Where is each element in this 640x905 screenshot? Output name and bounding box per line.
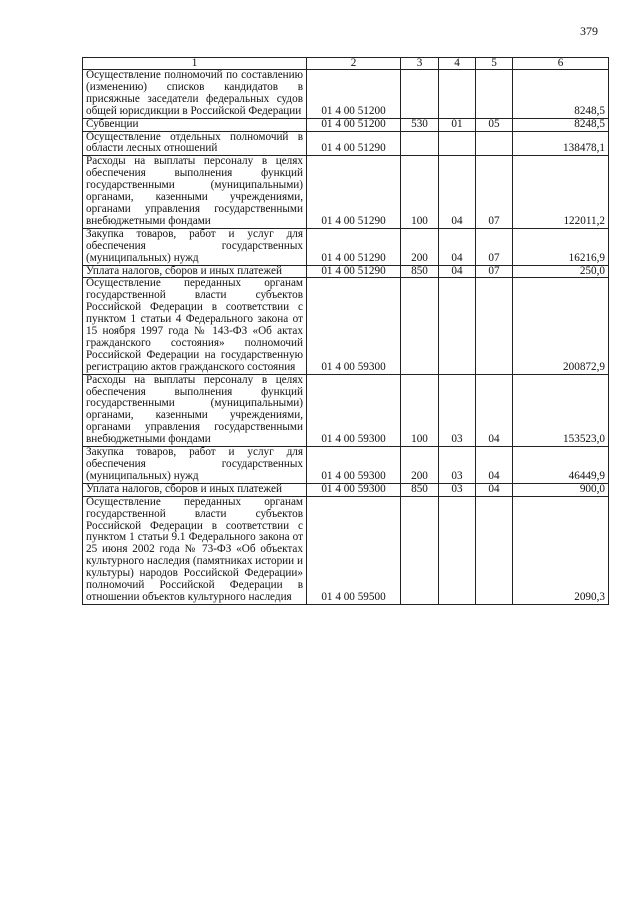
row-description: Субвенции [83, 118, 307, 131]
row-description: Осуществление переданных органам государственной власти субъектов Российской Федерации в соответствии с пунктом 1 статьи 9.1 Федерального закона от 25 июня 2002 года № 73-ФЗ «Об объектах культурного наследия (памятниках истории и культуры) народов Российской Федерации» полномочий Российской Федерации в отношении объектов культурного наследия [83, 496, 307, 604]
table-row [83, 483, 609, 496]
row-subsection: 05 [476, 118, 513, 131]
table-row [83, 131, 609, 156]
table-row [83, 278, 609, 374]
row-description: Осуществление отдельных полномочий в области лесных отношений [83, 131, 307, 156]
row-code: 01 4 00 51200 [307, 70, 401, 119]
table-row [83, 265, 609, 278]
table-row [83, 118, 609, 131]
row-amount: 138478,1 [513, 131, 609, 156]
row-code: 01 4 00 51200 [307, 118, 401, 131]
budget-table [82, 57, 609, 605]
row-subsection [476, 496, 513, 604]
row-section: 01 [439, 118, 476, 131]
table-row [83, 496, 609, 604]
column-header: 6 [513, 58, 609, 70]
row-section: 04 [439, 156, 476, 228]
column-header: 3 [401, 58, 439, 70]
row-expense-type [401, 496, 439, 604]
row-subsection: 04 [476, 483, 513, 496]
column-header: 5 [476, 58, 513, 70]
row-amount: 900,0 [513, 483, 609, 496]
row-code: 01 4 00 51290 [307, 228, 401, 265]
row-subsection [476, 70, 513, 119]
row-description: Расходы на выплаты персоналу в целях обеспечения выполнения функций государственными (муниципальными) органами, казенными учреждениями, органами управления государственными внебюджетными фондами [83, 374, 307, 446]
page-number: 379 [580, 24, 598, 38]
row-amount: 2090,3 [513, 496, 609, 604]
row-section [439, 278, 476, 374]
row-section: 03 [439, 483, 476, 496]
row-section [439, 496, 476, 604]
row-subsection [476, 131, 513, 156]
row-amount: 8248,5 [513, 118, 609, 131]
row-description: Закупка товаров, работ и услуг для обеспечения государственных (муниципальных) нужд [83, 447, 307, 484]
row-expense-type: 850 [401, 483, 439, 496]
row-description: Осуществление переданных органам государственной власти субъектов Российской Федерации в соответствии с пунктом 1 статьи 4 Федерального закона от 15 ноября 1997 года № 143-ФЗ «Об актах гражданского состояния» полномочий Российской Федерации на государственную регистрацию актов гражданского состояния [83, 278, 307, 374]
row-code: 01 4 00 59300 [307, 374, 401, 446]
row-expense-type [401, 70, 439, 119]
row-code: 01 4 00 59300 [307, 447, 401, 484]
table-row [83, 374, 609, 446]
row-code: 01 4 00 51290 [307, 156, 401, 228]
row-description: Закупка товаров, работ и услуг для обеспечения государственных (муниципальных) нужд [83, 228, 307, 265]
row-amount: 122011,2 [513, 156, 609, 228]
row-amount: 153523,0 [513, 374, 609, 446]
row-expense-type [401, 131, 439, 156]
row-subsection: 04 [476, 447, 513, 484]
row-expense-type: 850 [401, 265, 439, 278]
row-amount: 200872,9 [513, 278, 609, 374]
row-subsection: 07 [476, 156, 513, 228]
table-header-row [83, 58, 609, 70]
row-description: Уплата налогов, сборов и иных платежей [83, 265, 307, 278]
row-code: 01 4 00 59300 [307, 483, 401, 496]
table-row [83, 156, 609, 228]
row-expense-type: 100 [401, 156, 439, 228]
column-header: 2 [307, 58, 401, 70]
row-expense-type: 100 [401, 374, 439, 446]
row-section: 04 [439, 265, 476, 278]
column-header: 1 [83, 58, 307, 70]
table-row [83, 228, 609, 265]
row-section: 03 [439, 447, 476, 484]
row-subsection [476, 278, 513, 374]
row-subsection: 07 [476, 228, 513, 265]
row-amount: 46449,9 [513, 447, 609, 484]
row-section [439, 70, 476, 119]
row-section [439, 131, 476, 156]
row-subsection: 04 [476, 374, 513, 446]
row-description: Уплата налогов, сборов и иных платежей [83, 483, 307, 496]
table-row [83, 447, 609, 484]
row-expense-type: 200 [401, 447, 439, 484]
row-section: 04 [439, 228, 476, 265]
column-header: 4 [439, 58, 476, 70]
row-code: 01 4 00 59300 [307, 278, 401, 374]
row-code: 01 4 00 59500 [307, 496, 401, 604]
row-subsection: 07 [476, 265, 513, 278]
row-amount: 16216,9 [513, 228, 609, 265]
table-row [83, 70, 609, 119]
row-expense-type [401, 278, 439, 374]
row-code: 01 4 00 51290 [307, 265, 401, 278]
row-expense-type: 200 [401, 228, 439, 265]
row-amount: 250,0 [513, 265, 609, 278]
row-description: Расходы на выплаты персоналу в целях обеспечения выполнения функций государственными (муниципальными) органами, казенными учреждениями, органами управления государственными внебюджетными фондами [83, 156, 307, 228]
row-section: 03 [439, 374, 476, 446]
row-amount: 8248,5 [513, 70, 609, 119]
row-expense-type: 530 [401, 118, 439, 131]
row-code: 01 4 00 51290 [307, 131, 401, 156]
row-description: Осуществление полномочий по составлению (изменению) списков кандидатов в присяжные заседатели федеральных судов общей юрисдикции в Российской Федерации [83, 70, 307, 119]
